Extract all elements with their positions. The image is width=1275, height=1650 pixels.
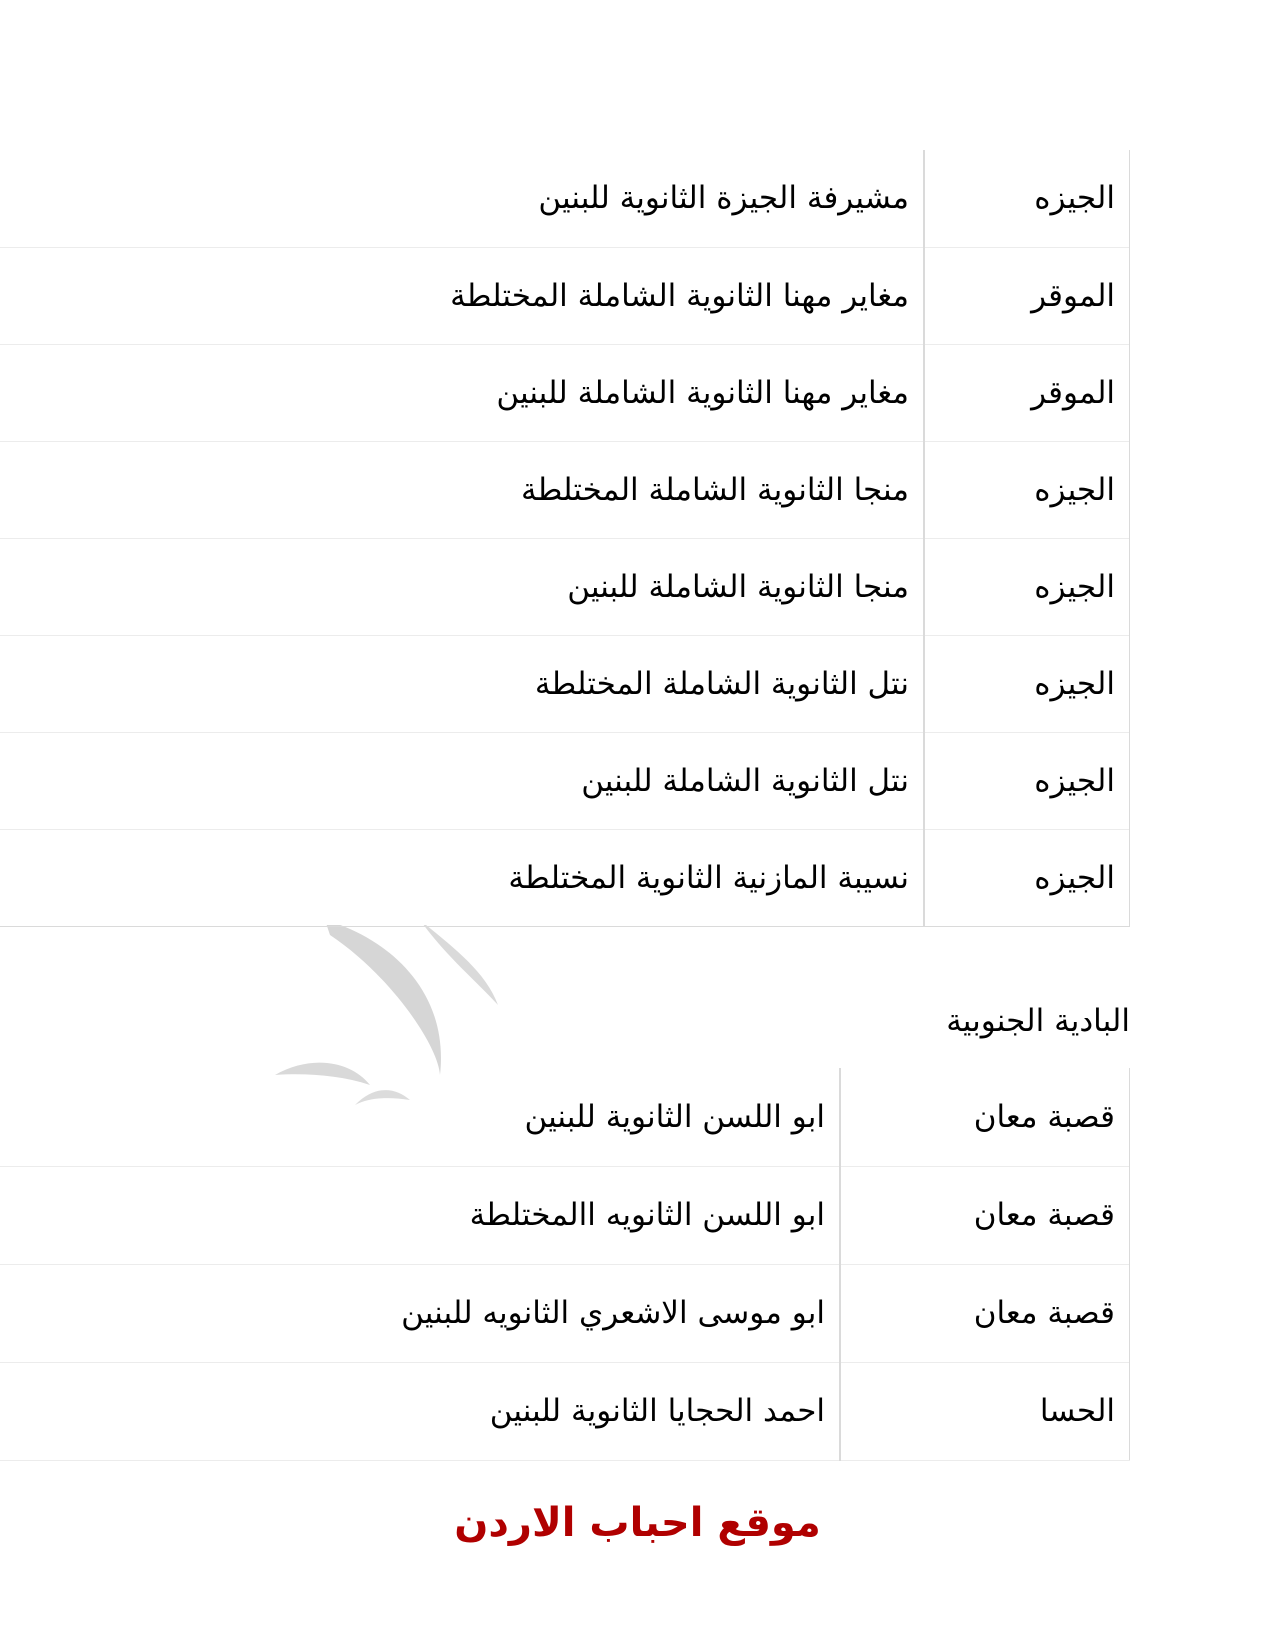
district-cell: الجيزه bbox=[924, 635, 1130, 732]
table-row bbox=[0, 441, 1130, 538]
table-row bbox=[0, 1264, 1130, 1362]
district-cell: الجيزه bbox=[924, 538, 1130, 635]
school-cell: ابو اللسن الثانوية للبنين bbox=[524, 1098, 825, 1135]
district-cell: قصبة معان bbox=[840, 1166, 1130, 1264]
schools-table-1 bbox=[0, 150, 1130, 927]
table-row bbox=[0, 732, 1130, 829]
table-row bbox=[0, 1166, 1130, 1264]
table-row bbox=[0, 247, 1130, 344]
district-cell: الحسا bbox=[840, 1362, 1130, 1460]
table-row bbox=[0, 344, 1130, 441]
district-cell: الجيزه bbox=[924, 732, 1130, 829]
school-cell: نسيبة المازنية الثانوية المختلطة bbox=[0, 829, 924, 926]
district-cell: الموقر bbox=[924, 247, 1130, 344]
school-cell: منجا الثانوية الشاملة للبنين bbox=[0, 538, 924, 635]
table-row bbox=[0, 150, 1130, 247]
school-cell: مغاير مهنا الثانوية الشاملة المختلطة bbox=[0, 247, 924, 344]
school-cell: نتل الثانوية الشاملة للبنين bbox=[0, 732, 924, 829]
school-cell: مغاير مهنا الثانوية الشاملة للبنين bbox=[0, 344, 924, 441]
table-row bbox=[0, 538, 1130, 635]
table-row bbox=[0, 1362, 1130, 1460]
table-row bbox=[0, 1068, 1130, 1166]
district-cell: الموقر bbox=[924, 344, 1130, 441]
school-cell: منجا الثانوية الشاملة المختلطة bbox=[0, 441, 924, 538]
table-row bbox=[0, 635, 1130, 732]
district-cell: قصبة معان bbox=[840, 1264, 1130, 1362]
district-cell: الجيزه bbox=[924, 441, 1130, 538]
district-cell: قصبة معان bbox=[840, 1068, 1130, 1166]
schools-table-2 bbox=[0, 1068, 1130, 1461]
district-cell: الجيزه bbox=[924, 829, 1130, 926]
school-cell: ابو موسى الاشعري الثانويه للبنين bbox=[0, 1264, 840, 1362]
school-cell: ابو اللسن الثانويه االمختلطة bbox=[0, 1166, 840, 1264]
school-cell: مشيرفة الجيزة الثانوية للبنين bbox=[538, 180, 909, 217]
section-heading: البادية الجنوبية bbox=[946, 1003, 1130, 1039]
footer-site-title: موقع احباب الاردن bbox=[454, 1500, 821, 1546]
table-row bbox=[0, 829, 1130, 926]
school-cell: احمد الحجايا الثانوية للبنين bbox=[0, 1362, 840, 1460]
district-cell: الجيزه bbox=[924, 150, 1130, 247]
school-cell: نتل الثانوية الشاملة المختلطة bbox=[0, 635, 924, 732]
